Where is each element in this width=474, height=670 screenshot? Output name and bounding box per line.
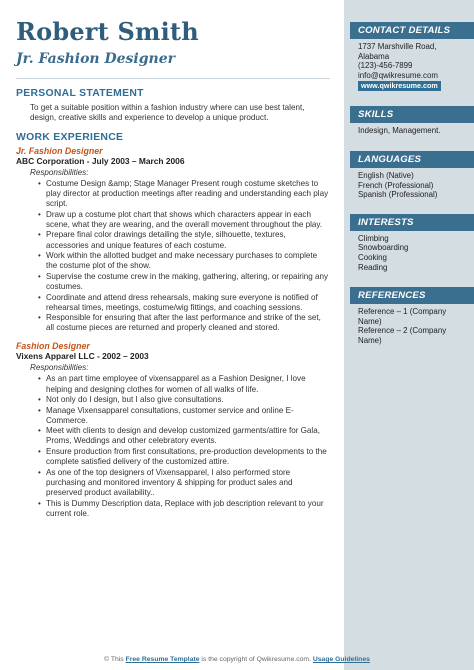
list-item: Reading: [358, 262, 388, 272]
list-item: • Not only do I design, but I also give consultations.: [38, 395, 330, 405]
job-entry-1: [16, 146, 330, 333]
phone-number: (123)-456-7899: [358, 61, 413, 71]
interests-list: [344, 234, 474, 272]
email-address[interactable]: info@qwikresume.com: [358, 70, 438, 80]
sidebar: [344, 0, 474, 670]
job-company-dates: ABC Corporation - July 2003 – March 2006: [16, 156, 185, 166]
contact-details-heading: CONTACT DETAILS: [350, 22, 474, 39]
list-item: • Costume Design &amp; Stage Manager Present rough costume sketches to play director at production meetings after reading and understanding each play script.: [38, 179, 330, 209]
address-line: Alabama: [358, 51, 390, 61]
list-item: • Ensure production from first consultations, pre-production developments to the complete satisfied delivery of the customized attire.: [38, 447, 330, 467]
list-item: Cooking: [358, 252, 387, 262]
footer-copyright-text: is the copyright of Qwikresume.com.: [199, 656, 313, 663]
list-item: • As one of the top designers of Vixensapparel, I also performed store purchasing and monitored inventory & shipping for product sales and preserved product availability..: [38, 468, 330, 498]
usage-guidelines-link[interactable]: Usage Guidelines: [312, 656, 370, 663]
footer-prefix: © This: [104, 656, 126, 663]
contact-details: [344, 42, 474, 91]
references-heading: REFERENCES: [350, 287, 474, 304]
list-item: • Meet with clients to design and develop customized garments/attire for Gala, Proms, Weddings and other celebratory events.: [38, 426, 330, 446]
list-item: • Coordinate and attend dress rehearsals, making sure everyone is notified of rehearsal times, meetings, costume/wig fittings, and coaching sessions.: [38, 293, 330, 313]
candidate-title: Jr. Fashion Designer: [16, 51, 175, 67]
interests-heading: INTERESTS: [350, 214, 474, 231]
list-item: English (Native): [358, 170, 414, 180]
references-list: [344, 307, 474, 345]
footer: [0, 655, 474, 664]
responsibilities-label: Responsibilities:: [30, 363, 89, 373]
list-item: Snowboarding: [358, 243, 409, 253]
free-resume-template-link[interactable]: Free Resume Template: [125, 656, 200, 663]
skills-heading: SKILLS: [350, 106, 474, 123]
job-entry-2: [16, 341, 330, 518]
personal-statement-text: To get a suitable position within a fashion industry where can use best talent, design, creative skills and experience to develop a unique product.: [30, 103, 305, 122]
list-item: Climbing: [358, 233, 389, 243]
list-item: • Work within the allotted budget and make necessary purchases to complete the costume plot of the show.: [38, 251, 330, 271]
responsibilities-label: Responsibilities:: [30, 168, 89, 177]
list-item: • As an part time employee of vixensapparel as a Fashion Designer, I love helping and designing clothes for women of all walks of life.: [38, 374, 330, 394]
address-line: 1737 Marshville Road,: [358, 42, 437, 51]
list-item: • Manage Vixensapparel consultations, customer service and online E-Commerce.: [38, 406, 330, 426]
job-company-dates: Vixens Apparel LLC - 2002 – 2003: [16, 351, 149, 362]
list-item: Reference – 2 (Company Name): [358, 326, 447, 345]
personal-statement-heading: PERSONAL STATEMENT: [16, 88, 144, 99]
header-divider: [16, 78, 330, 79]
job-role: Fashion Designer: [16, 341, 90, 352]
job-role: Jr. Fashion Designer: [16, 146, 103, 156]
candidate-name: Robert Smith: [16, 17, 199, 46]
skills-text: Indesign, Management.: [358, 126, 441, 136]
list-item: French (Professional): [358, 180, 434, 190]
list-item: Reference – 1 (Company Name): [358, 307, 447, 326]
skills-list: [344, 126, 474, 136]
list-item: • This is Dummy Description data, Replace with job description relevant to your current role.: [38, 499, 330, 519]
list-item: Spanish (Professional): [358, 190, 438, 200]
languages-heading: LANGUAGES: [350, 151, 474, 168]
languages-list: [344, 171, 474, 200]
work-experience-heading: WORK EXPERIENCE: [16, 132, 124, 143]
responsibilities-list: [16, 179, 330, 333]
responsibilities-list: [16, 374, 330, 518]
list-item: • Supervise the costume crew in the making, gathering, altering, or repairing any costumes.: [38, 272, 330, 292]
list-item: • Responsible for ensuring that after the last performance and strike of the set, all costume pieces are returned and properly cleaned and stored.: [38, 313, 330, 333]
website-link[interactable]: www.qwikresume.com: [358, 81, 441, 91]
list-item: • Draw up a costume plot chart that shows which characters appear in each scene, what they are wearing, and the overall movement throughout the play.: [38, 210, 330, 230]
list-item: • Prepare final color drawings detailing the style, silhouette, textures, accessories and unique features of each costume.: [38, 230, 330, 250]
